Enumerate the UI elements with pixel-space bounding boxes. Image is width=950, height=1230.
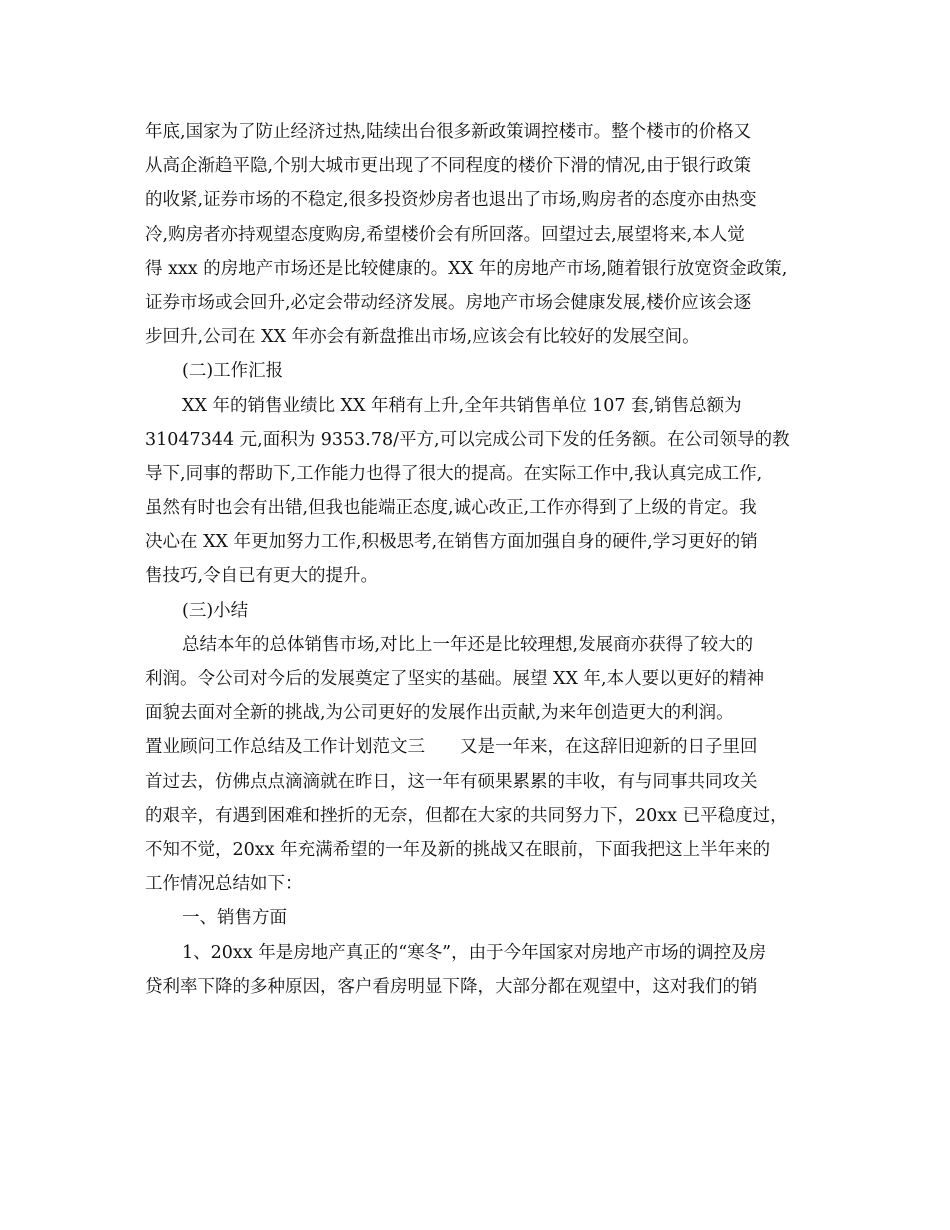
text-line: 证券市场或会回升,必定会带动经济发展。房地产市场会健康发展,楼价应该会逐 [145,292,752,313]
text-line: 利润。令公司对今后的发展奠定了坚实的基础。展望 XX 年,本人要以更好的精神 [145,669,765,689]
text-line: 售技巧,令自已有更大的提升。 [145,566,379,587]
text-line: 首过去，仿佛点点滴滴就在昨日，这一年有硕果累累的丰收，有与同事共同攻关 [145,771,758,792]
text-line: 面貌去面对全新的挑战,为公司更好的发展作出贡献,为来年创造更大的利润。 [145,703,734,724]
text-line: 的艰辛，有遇到困难和挫折的无奈，但都在大家的共同努力下，20xx 已平稳度过， [145,805,788,826]
text-line: 冷,购房者亦持观望态度购房,希望楼价会有所回落。回望过去,展望将来,本人觉 [145,224,745,245]
text-line: 虽然有时也会有出错,但我也能端正态度,诚心改正,工作亦得到了上级的肯定。我 [145,498,757,519]
text-line: 步回升,公司在 XX 年亦会有新盘推出市场,应该会有比较好的发展空间。 [145,327,700,348]
text-line: 不知不觉，20xx 年充满希望的一年及新的挑战又在眼前，下面我把这上半年来的 [145,839,771,860]
text-line: XX 年的销售业绩比 XX 年稍有上升,全年共销售单位 107 套,销售总额为 [182,395,742,416]
text-line: 得 xxx 的房地产市场还是比较健康的。XX 年的房地产市场,随着银行放宽资金政策, [145,258,788,279]
text-line: 31047344 元,面积为 9353.78/平方,可以完成公司下发的任务额。在公司领导的教 [145,429,790,450]
text-line: 工作情况总结如下： [145,874,303,895]
text-line: 1、20xx 年是房地产真正的“寒冬”，由于今年国家对房地产市场的调控及房 [182,942,767,963]
text-line: 决心在 XX 年更加努力工作,积极思考,在销售方面加强自身的硬件,学习更好的销 [145,532,758,553]
text-line: 总结本年的总体销售市场,对比上一年还是比较理想,发展商亦获得了较大的 [182,634,754,655]
document-body [145,115,817,1004]
section-heading-sales: 一、销售方面 [182,908,287,929]
text-line: 贷利率下降的多种原因，客户看房明显下降，大部分都在观望中，这对我们的销 [145,976,758,997]
text-line: 年底,国家为了防止经济过热,陆续出台很多新政策调控楼市。整个楼市的价格又 [145,122,752,142]
section-heading-summary: (三)小结 [182,600,249,621]
text-line: 置业顾问工作总结及工作计划范文三 又是一年来，在这辞旧迎新的日子里回 [145,737,758,758]
text-line: 的收紧,证券市场的不稳定,很多投资炒房者也退出了市场,购房者的态度亦由热变 [145,190,757,211]
text-line: 导下,同事的帮助下,工作能力也得了很大的提高。在实际工作中,我认真完成工作, [145,463,763,484]
section-heading-work-report: (二)工作汇报 [182,361,284,382]
text-line: 从高企渐趋平隐,个别大城市更出现了不同程度的楼价下滑的情况,由于银行政策 [145,156,752,177]
